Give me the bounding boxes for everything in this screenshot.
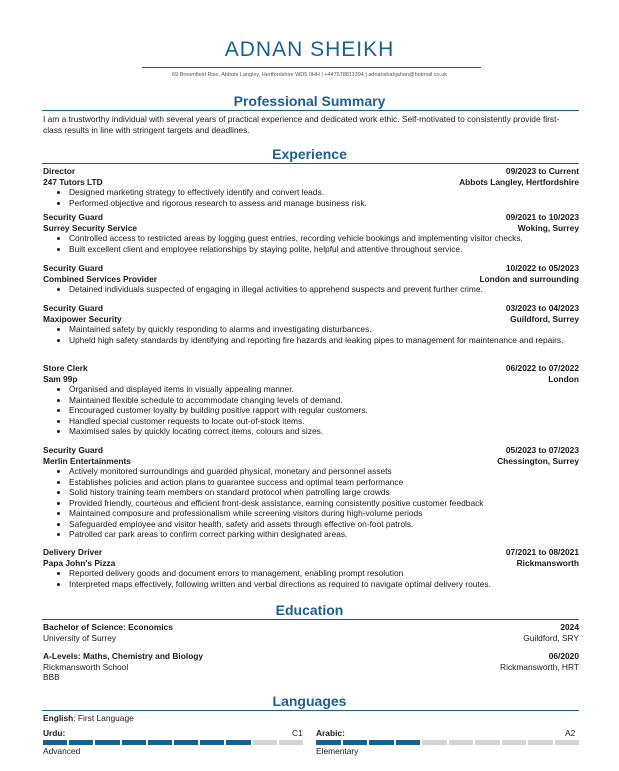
job-bullet: • Controlled access to restricted areas by logging guest entries, recording vehicle bookings and implementing visitor checks. — [69, 233, 579, 244]
job-company: Merlin Entertainments — [43, 455, 131, 466]
job-location: Abbots Langley, Hertfordshire — [459, 176, 579, 187]
job-dates: 09/2023 to Current — [505, 166, 579, 176]
job-dates: 07/2021 to 08/2021 — [505, 547, 579, 557]
job-bullets — [43, 233, 579, 254]
job-bullet: • Upheld high safety standards by identifying and reporting fire hazards and leaking pipes to management for maintenance and repairs. — [69, 335, 579, 346]
edu-location: Guildford, SRY — [523, 632, 579, 643]
language-name: English — [43, 713, 74, 723]
languages-rule — [42, 710, 579, 711]
job-bullet: • Performed objective and rigorous research to assess and manage business risk. — [69, 198, 579, 209]
level-segment — [279, 740, 303, 745]
job-bullet: • Maintained safety by quickly responding to alarms and investigating disturbances. — [69, 324, 579, 335]
job-bullet: • Maximised sales by quickly locating correct items, colours and sizes. — [69, 426, 579, 437]
level-segment — [43, 740, 67, 745]
job-bullet: • Provided friendly, courteous and efficient front-desk assistance, earning consistently positive customer feedback — [69, 498, 579, 509]
experience-title: Experience — [272, 146, 347, 162]
job-bullets — [43, 324, 579, 345]
job-location: Woking, Surrey — [517, 222, 579, 233]
summary-text: I am a trustworthy individual with several years of practical experience and dedicated work ethic. Self-motivated to consistently provide first-class results in line with stringent targets and deadlines. — [43, 114, 560, 135]
level-segment — [555, 740, 580, 745]
job-bullet: • Built excellent client and employee relationships by staying polite, helpful and attentive throughout service. — [69, 244, 579, 255]
job-dates: 09/2021 to 10/2023 — [505, 212, 579, 222]
language-urdu-code: C1 — [292, 728, 303, 738]
level-segment — [148, 740, 172, 745]
job-bullet: • Patrolled car park areas to confirm correct parking within designated areas. — [69, 529, 579, 540]
language-urdu-name: Urdu: — [43, 728, 66, 738]
language-urdu-bar — [43, 740, 303, 745]
job-dates: 05/2023 to 07/2023 — [505, 445, 579, 455]
job-dates: 03/2023 to 04/2023 — [505, 303, 579, 313]
job-entry — [43, 547, 579, 589]
school: University of Surrey — [43, 632, 117, 643]
education-item — [43, 622, 579, 643]
level-segment — [122, 740, 146, 745]
candidate-name: ADNAN SHEIKH — [224, 38, 395, 61]
job-role: Store Clerk — [43, 363, 88, 373]
job-dates: 06/2022 to 07/2022 — [505, 363, 579, 373]
job-bullets — [43, 568, 579, 589]
languages-title: Languages — [272, 693, 347, 709]
level-segment — [316, 740, 341, 745]
level-segment — [343, 740, 368, 745]
level-segment — [396, 740, 421, 745]
header-divider — [142, 67, 481, 68]
summary-title: Professional Summary — [233, 93, 386, 109]
edu-location: Rickmansworth, HRT — [500, 661, 579, 672]
level-segment — [200, 740, 224, 745]
job-role: Security Guard — [43, 212, 104, 222]
job-bullets — [43, 384, 579, 437]
language-arabic-bar — [316, 740, 579, 745]
job-role: Security Guard — [43, 445, 104, 455]
job-bullet: • Organised and displayed items in visually appealing manner. — [69, 384, 579, 395]
job-role: Delivery Driver — [43, 547, 103, 557]
job-bullet: • Maintained composure and professionalism while screening visitors during high-volume periods — [69, 508, 579, 519]
experience-rule — [42, 163, 579, 164]
job-bullet: • Solid history training team members on standard protocol when patrolling large crowds — [69, 487, 579, 498]
degree: Bachelor of Science: Economics — [43, 622, 173, 632]
level-segment — [422, 740, 447, 745]
job-role: Director — [43, 166, 76, 176]
job-dates: 10/2022 to 05/2023 — [505, 263, 579, 273]
job-location: Chessington, Surrey — [497, 455, 579, 466]
job-location: London and surrounding — [479, 273, 579, 284]
job-role: Security Guard — [43, 263, 104, 273]
job-company: Combined Services Provider — [43, 273, 158, 284]
level-segment — [95, 740, 119, 745]
edu-date: 06/2020 — [548, 651, 579, 661]
contact-line: 69 Broomfield Rise, Abbots Langley, Hertfordshire WD5 0HH | +447578811394 | adnanshahjahan@hotmail.co.uk — [172, 72, 447, 78]
job-company: Maxipower Security — [43, 313, 122, 324]
job-bullets — [43, 466, 579, 540]
job-entry — [43, 166, 579, 208]
grades: BBB — [43, 672, 60, 682]
job-entry — [43, 263, 579, 295]
level-segment — [174, 740, 198, 745]
job-company: Papa John's Pizza — [43, 557, 116, 568]
level-segment — [369, 740, 394, 745]
job-company: Surrey Security Service — [43, 222, 138, 233]
job-entry — [43, 363, 579, 437]
language-arabic-code: A2 — [565, 728, 576, 738]
language-english — [43, 713, 134, 723]
level-segment — [69, 740, 93, 745]
job-bullet: • Establishes policies and action plans to guarantee success and optimal team performance — [69, 477, 579, 488]
job-company: 247 Tutors LTD — [43, 176, 103, 187]
job-bullet: • Maintained flexible schedule to accommodate changing levels of demand. — [69, 395, 579, 406]
education-title: Education — [275, 602, 344, 618]
job-location: Guildford, Surrey — [510, 313, 579, 324]
job-role: Security Guard — [43, 303, 104, 313]
level-segment — [475, 740, 500, 745]
level-segment — [502, 740, 527, 745]
job-location: Rickmansworth — [516, 557, 579, 568]
job-company: Sam 99p — [43, 373, 78, 384]
job-bullet: • Safeguarded employee and visitor health, safety and assets through effective on-foot patrols. — [69, 519, 579, 530]
job-bullet: • Designed marketing strategy to effectively identify and convert leads. — [69, 187, 579, 198]
level-segment — [449, 740, 474, 745]
job-bullet: • Encouraged customer loyalty by building positive rapport with regular customers. — [69, 405, 579, 416]
job-bullet: • Interpreted maps effectively, following written and verbal directions as required to navigate optimal delivery routes. — [69, 579, 579, 590]
job-bullet: • Detained individuals suspected of engaging in illegal activities to apprehend suspects and prevent further crime. — [69, 284, 579, 295]
education-rule — [42, 619, 579, 620]
job-entry — [43, 212, 579, 254]
language-level: : First Language — [73, 713, 134, 723]
language-urdu-label: Advanced — [43, 746, 81, 756]
job-entry — [43, 303, 579, 345]
level-segment — [528, 740, 553, 745]
job-bullet: • Reported delivery goods and document errors to management, enabling prompt resolution — [69, 568, 579, 579]
job-entry — [43, 445, 579, 540]
school: Rickmansworth School — [43, 661, 129, 672]
edu-date: 2024 — [560, 622, 579, 632]
level-segment — [226, 740, 250, 745]
level-segment — [253, 740, 277, 745]
job-bullet: • Actively monitored surroundings and guarded physical, monetary and personnel assets — [69, 466, 579, 477]
language-arabic-name: Arabic: — [316, 728, 345, 738]
job-bullets — [43, 187, 579, 208]
job-bullet: • Handled special customer requests to locate out-of-stock items. — [69, 416, 579, 427]
job-bullets — [43, 284, 579, 295]
language-arabic-label: Elementary — [316, 746, 359, 756]
education-item — [43, 651, 579, 683]
summary-rule — [42, 110, 579, 111]
degree: A-Levels: Maths, Chemistry and Biology — [43, 651, 204, 661]
job-location: London — [548, 373, 579, 384]
